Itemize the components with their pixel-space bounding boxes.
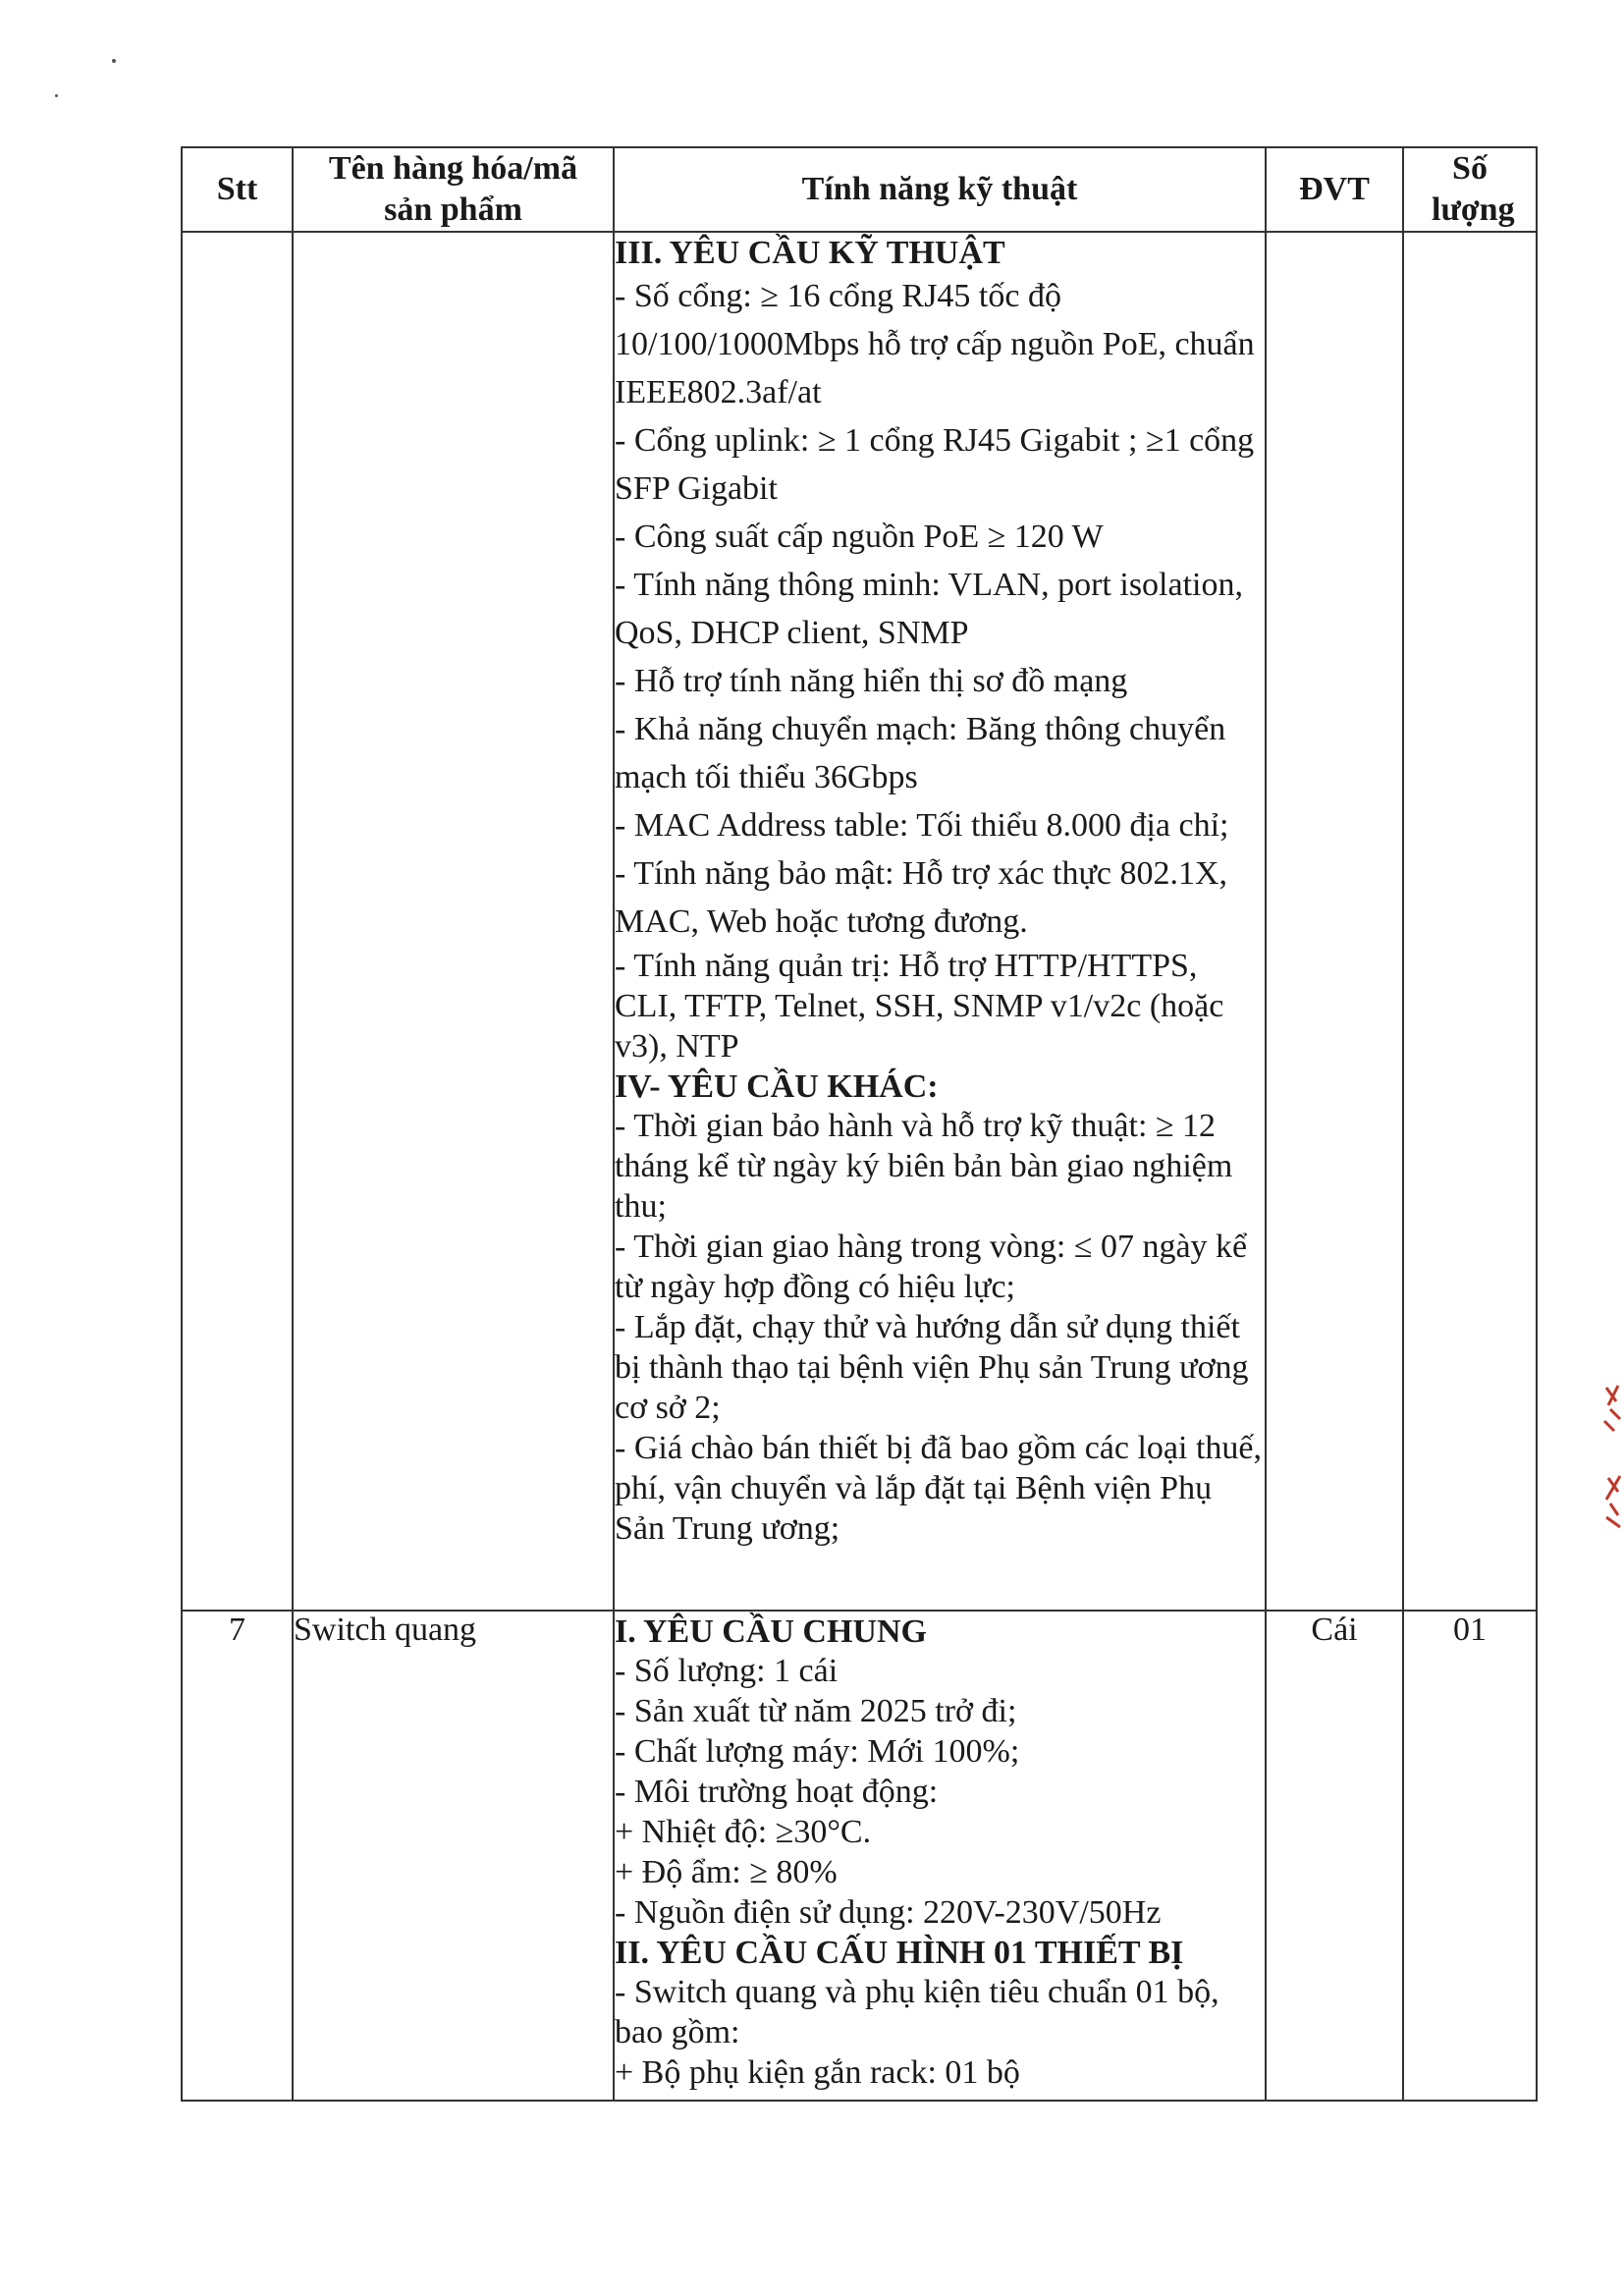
spec-item: - MAC Address table: Tối thiểu 8.000 địa chỉ; (615, 807, 1229, 844)
red-stamp-mark (1598, 1380, 1624, 1537)
header-name: Tên hàng hóa/mã sản phẩm (293, 147, 614, 232)
header-unit: ĐVT (1266, 147, 1403, 232)
header-qty: Số lượng (1403, 147, 1537, 232)
section-title: III. YÊU CẦU KỸ THUẬT (615, 235, 1005, 271)
section-title: II. YÊU CẦU CẤU HÌNH 01 THIẾT BỊ (615, 1935, 1184, 1971)
table-row (182, 1611, 1537, 2101)
header-row (182, 147, 1537, 232)
spec-item: - Giá chào bán thiết bị đã bao gồm các loại thuế, phí, vận chuyển và lắp đặt tại Bệnh viện Phụ Sản Trung ương; (615, 1430, 1262, 1547)
unit-cell: Cái (1266, 1611, 1403, 2101)
spec-item: - Số cổng: ≥ 16 cổng RJ45 tốc độ 10/100/1000Mbps hỗ trợ cấp nguồn PoE, chuẩn IEEE802.3af/at (615, 278, 1255, 410)
spec-item: - Tính năng thông minh: VLAN, port isolation, QoS, DHCP client, SNMP (615, 567, 1243, 651)
header-tech: Tính năng kỹ thuật (614, 147, 1266, 232)
spec-item: - Tính năng quản trị: Hỗ trợ HTTP/HTTPS, CLI, TFTP, Telnet, SSH, SNMP v1/v2c (hoặc v3), NTP (615, 948, 1224, 1065)
spec-item: - Công suất cấp nguồn PoE ≥ 120 W (615, 519, 1104, 555)
name-cell (293, 232, 614, 1611)
spec-item: - Switch quang và phụ kiện tiêu chuẩn 01 bộ, bao gồm: (615, 1974, 1219, 2050)
tech-cell (614, 232, 1266, 1611)
spec-item: - Chất lượng máy: Mới 100%; (615, 1733, 1020, 1770)
spec-item: - Sản xuất từ năm 2025 trở đi; (615, 1693, 1017, 1729)
spec-item: - Số lượng: 1 cái (615, 1653, 839, 1689)
spec-item: - Thời gian bảo hành và hỗ trợ kỹ thuật: ≥ 12 tháng kể từ ngày ký biên bản bàn giao nghiệm thu; (615, 1108, 1233, 1225)
spec-item: - Nguồn điện sử dụng: 220V-230V/50Hz (615, 1894, 1162, 1931)
spec-item: - Khả năng chuyển mạch: Băng thông chuyển mạch tối thiểu 36Gbps (615, 711, 1226, 795)
stt-cell (182, 232, 293, 1611)
qty-cell: 01 (1403, 1611, 1537, 2101)
section-title: IV- YÊU CẦU KHÁC: (615, 1068, 939, 1105)
spec-item: + Bộ phụ kiện gắn rack: 01 bộ (615, 2054, 1020, 2091)
scan-speck (112, 59, 116, 63)
product-name: Switch quang (293, 1611, 614, 2101)
spec-item: - Tính năng bảo mật: Hỗ trợ xác thực 802.1X, MAC, Web hoặc tương đương. (615, 855, 1228, 940)
spec-item: - Môi trường hoạt động: (615, 1774, 939, 1810)
unit-cell (1266, 232, 1403, 1611)
spec-item: - Lắp đặt, chạy thử và hướng dẫn sử dụng thiết bị thành thạo tại bệnh viện Phụ sản Trung ương cơ sở 2; (615, 1309, 1249, 1426)
spec-item: - Cổng uplink: ≥ 1 cổng RJ45 Gigabit ; ≥1 cổng SFP Gigabit (615, 422, 1255, 507)
spec-item: + Nhiệt độ: ≥30°C. (615, 1814, 872, 1850)
scan-speck (55, 94, 58, 97)
qty-cell (1403, 232, 1537, 1611)
spec-item: - Thời gian giao hàng trong vòng: ≤ 07 ngày kể từ ngày hợp đồng có hiệu lực; (615, 1229, 1248, 1305)
spec-item: + Độ ẩm: ≥ 80% (615, 1854, 838, 1890)
spec-table (181, 146, 1538, 2102)
tech-cell (614, 1611, 1266, 2101)
stt-cell: 7 (182, 1611, 293, 2101)
header-stt: Stt (182, 147, 293, 232)
spec-item: - Hỗ trợ tính năng hiển thị sơ đồ mạng (615, 663, 1128, 699)
table-row (182, 232, 1537, 1611)
section-title: I. YÊU CẦU CHUNG (615, 1613, 927, 1650)
